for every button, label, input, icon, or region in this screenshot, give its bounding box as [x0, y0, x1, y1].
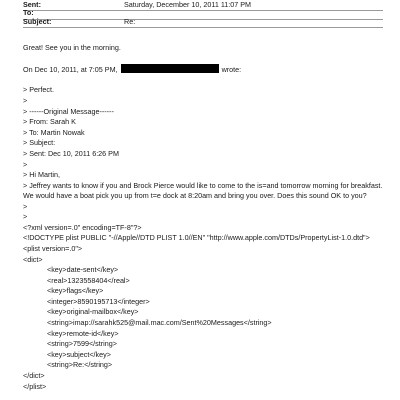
xml-declaration: <?xml version=.0" encoding=TF-8"?> [23, 222, 142, 232]
sent-value: Saturday, December 10, 2011 11:07 PM [124, 0, 252, 9]
plist-value: <string>Re:</string> [47, 360, 113, 370]
plist-value: <integer>8590195713</integer> [47, 296, 150, 306]
quoted-from: > From: Sarah K [23, 117, 76, 127]
doctype-line: <!DOCTYPE plist PUBLIC "-//Apple//DTD PLIST 1.0//EN" "http://www.apple.com/DTDs/PropertyList-1.0.dtd"> [23, 233, 370, 243]
plist-key: <key>subject</key> [47, 349, 111, 359]
quote-intro-after: wrote: [221, 65, 242, 75]
quote-marker: > [23, 201, 28, 211]
greeting: Great! See you in the morning. [23, 43, 121, 52]
sent-label: Sent: [23, 0, 41, 9]
plist-key: <key>date-sent</key> [47, 265, 119, 275]
plist-value: <string>imap://sarahk525@mail.mac.com/Sent%20Messages</string> [47, 318, 272, 328]
quoted-greeting: > Hi Martin, [23, 170, 60, 180]
dict-open: <dict> [23, 254, 43, 264]
redaction-bar [121, 64, 219, 73]
quote-marker: > [23, 159, 28, 169]
quoted-paragraph: > Jeffrey wants to know if you and Brock Pierce would like to come to the is=and tomorrow morning for breakfast. We would have a boat pick you up from t=e dock at 8:20am and bring you over. Does this sound OK to you? [23, 180, 383, 201]
plist-key: <key>remote-id</key> [47, 328, 119, 338]
plist-value: <string>7599</string> [47, 339, 117, 349]
plist-open: <plist version=.0"> [23, 243, 83, 253]
plist-close: </plist> [23, 381, 47, 391]
plist-value: <real>1323558404</real> [47, 275, 130, 285]
subject-row [23, 17, 383, 26]
email-body [23, 43, 393, 392]
quoted-to: > To: Martin Nowak [23, 127, 85, 137]
quoted-sent: > Sent: Dec 10, 2011 6:26 PM [23, 148, 119, 158]
quote-intro [23, 64, 393, 75]
subject-value: Re: [124, 17, 136, 26]
quoted-subject: > Subject: [23, 138, 56, 148]
subject-rule [23, 27, 383, 28]
quote-marker: > [23, 212, 28, 222]
quote-marker: > [23, 95, 28, 105]
plist-key: <key>flags</key> [47, 286, 104, 296]
plist-key: <key>original-mailbox</key> [47, 307, 139, 317]
to-label: To: [23, 8, 34, 17]
original-message-line: > ------Original Message------ [23, 106, 114, 116]
quote-intro-before: On Dec 10, 2011, at 7:05 PM, [23, 65, 118, 75]
dict-close: </dict> [23, 371, 45, 381]
to-row [23, 8, 383, 17]
subject-label: Subject: [23, 17, 52, 26]
quoted-perfect: > Perfect. [23, 85, 54, 95]
